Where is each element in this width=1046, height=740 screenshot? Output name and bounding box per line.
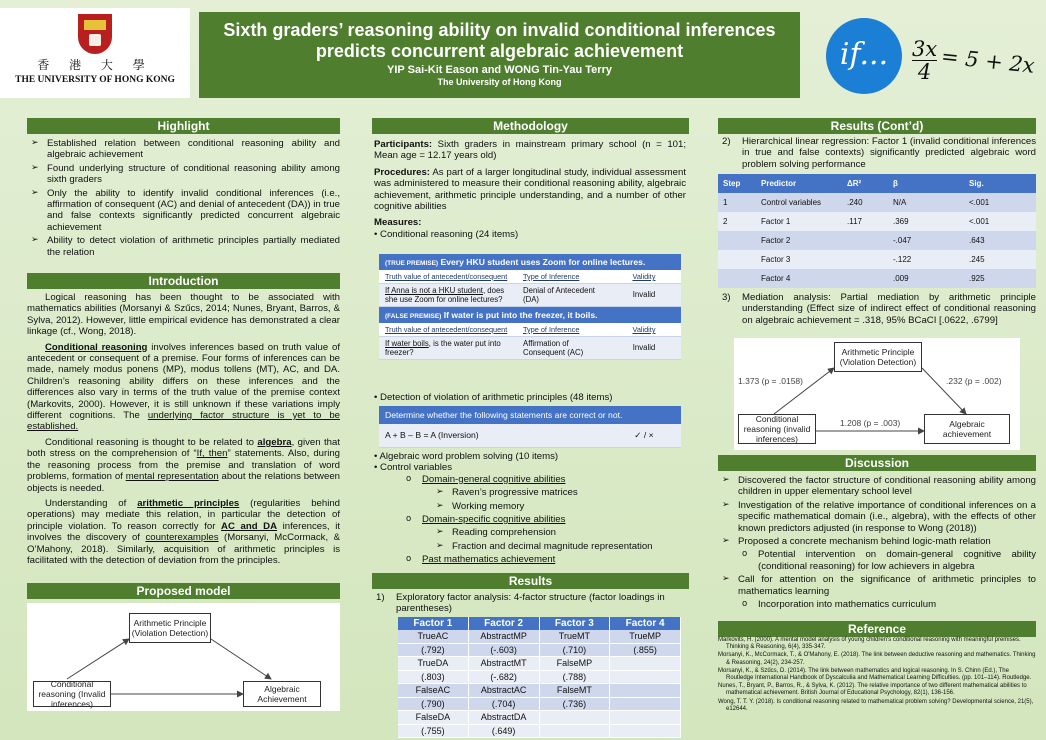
logo-chinese: 香 港 大 學 xyxy=(37,58,153,72)
methodology-body xyxy=(374,139,686,240)
conditional-reasoning-table xyxy=(379,254,681,360)
introduction-heading: Introduction xyxy=(27,273,340,289)
measure-list xyxy=(374,451,686,568)
premise-true: (TRUE PREMISE) Every HKU student uses Zoom for online lectures. xyxy=(379,254,681,270)
table-row: A + B – B = A (Inversion) ✓ / × xyxy=(379,424,681,448)
reference-item: Nunes, T., Bryant, P., Barros, R., & Sylva, K. (2012). The relative importance of two different mathematical abilities to mathematical achievement. British Journal of Educational Psychology, 82(1), 136-156. xyxy=(718,683,1027,697)
procedures: Procedures: As part of a larger longitudinal study, individual assessment was administered to measure their conditional reasoning ability, algebraic achievement, arithmetic principle understanding, and a number of other cognitive abilities xyxy=(374,166,686,213)
results-cont-heading: Results (Cont’d) xyxy=(718,118,1036,134)
premise-false: (FALSE PREMISE) If water is put into the freezer, it boils. xyxy=(379,307,681,323)
model-node-algebraic: Algebraic Achievement xyxy=(243,681,321,707)
table-row: Factor 3 -.122 .245 xyxy=(718,250,1036,269)
table-row: (.755) (.649) xyxy=(398,725,681,739)
table-row: If water boils, is the water put into freezer? Affirmation of Consequent (AC) Invalid xyxy=(379,337,681,360)
highlight-item: ➢ Only the ability to identify invalid conditional inferences (i.e., affirmation of consequent (AC) and denial of antecedent (DA)) in true and false contexts significantly predicted concurrent algebraic achievement xyxy=(27,188,340,234)
authors: YIP Sai-Kit Eason and WONG Tin-Yau Terry xyxy=(387,64,612,76)
regression-table xyxy=(718,174,1036,288)
title-banner xyxy=(199,12,800,98)
table-row: (.790) (.704) (.736) xyxy=(398,698,681,712)
logo-english: THE UNIVERSITY OF HONG KONG xyxy=(15,75,175,85)
intro-paragraph-4: Understanding of arithmetic principles (regularities behind operations) may mediate this relation, in particular the detection of principle violation. To reason correctly for AC and DA inferences, it involves the discovery of counterexamples (Morsanyi, McCormack, & O’Mahony, 2018). Similarly, acquisition of arithmetic principles is facilitated with the detection of deviation from the principles. xyxy=(27,497,341,566)
table-row: (.803) (-.682) (.788) xyxy=(398,671,681,685)
model-node-conditional: Conditional reasoning (Invalid inferences) xyxy=(33,681,111,707)
discussion-item: ➢ Proposed a concrete mechanism behind logic-math relation xyxy=(718,536,1036,547)
equation: $\frac{3x}{4}$ = 5 + 2x xyxy=(912,37,1037,84)
results-heading: Results xyxy=(372,573,689,589)
introduction-body xyxy=(27,292,340,570)
poster-title: Sixth graders’ reasoning ability on invalid conditional inferences predicts concurrent algebraic achievement xyxy=(223,20,776,61)
table-row: 2 Factor 1 .117 .369 <.001 xyxy=(718,212,1036,231)
ds-item: ➢ Reading comprehension xyxy=(432,527,686,538)
table-row: TrueDA AbstractMT FalseMP xyxy=(398,657,681,671)
discussion-item: ➢ Investigation of the relative importance of conditional inferences on a specific mathematical domain (i.e., algebra), with the effects of other known predictors adjusted (in response to Wong (2018)) xyxy=(718,500,1036,534)
discussion-subitem: o Potential intervention on domain-general cognitive ability (conditional reasoning) for low achievers in algebra xyxy=(738,549,1036,572)
path-a-label: 1.373 (p = .0158) xyxy=(738,376,803,386)
reference-item: Morsanyi, K., McCormack, T., & O'Mahony, E. (2018). The link between deductive reasoning and mathematics. Thinking & Reasoning, 24(2), 234-257. xyxy=(718,652,1036,666)
hku-crest-icon xyxy=(78,14,112,54)
results-item-1: 1) Exploratory factor analysis: 4-factor structure (factor loadings in parentheses) xyxy=(376,592,665,615)
intro-paragraph-2: Conditional reasoning involves inferences based on truth value of antecedent or consequent of a premise. Four forms of inferences can be made, namely modus ponens (MP), modus tollens (MT), AC, and DA. Children’s reasoning ability differs on these inferences and the differences also vary in terms of the truth value of the premise context (Markovits, 2000). However, it is still unknown if these variations imply different cognitions. The underlying factor structure is yet to be established. xyxy=(27,341,340,433)
intro-paragraph-3: Conditional reasoning is thought to be related to algebra, given that both stress on the comprehension of “If, then” statements. Also, during the reasoning process from the premise and translation of word problems, formation of mental representation about the relations between objects is needed. xyxy=(27,436,341,494)
reference-heading: Reference xyxy=(718,621,1036,637)
methodology-heading: Methodology xyxy=(372,118,689,134)
table-row: (.792) (-.603) (.710) (.855) xyxy=(398,644,681,658)
reference-item: Markovits, H. (2000). A mental model analysis of young children's conditional reasoning with meaningful premises. Thinking & Reasoning, 6(4), 335-347. xyxy=(718,637,1021,651)
results-item-3: 3) Mediation analysis: Partial mediation by arithmetic principle understanding (Effect size of indirect effect of conditional reasoning on algebraic achievement = .318, 95% BCaCI [.0622, .6799] xyxy=(722,292,1036,326)
discussion-heading: Discussion xyxy=(718,455,1036,471)
mediation-diagram xyxy=(734,338,1020,450)
measure-conditional: • Conditional reasoning (24 items) xyxy=(374,228,519,240)
table-row: TrueAC AbstractMP TrueMT TrueMP xyxy=(398,630,681,644)
reference-item: Wong, T. T. Y. (2018). Is conditional reasoning related to mathematical problem solving? Developmental science, 21(5), e12644. xyxy=(718,698,1034,712)
table-row: If Anna is not a HKU student, does she use Zoom for online lectures? Denial of Antecedent (DA) Invalid xyxy=(379,284,681,307)
path-b-label: .232 (p = .002) xyxy=(946,376,1002,386)
measure-control: • Control variables xyxy=(374,462,453,474)
highlight-item: ➢ Established relation between conditional reasoning ability and algebraic achievement xyxy=(27,138,340,161)
table-header-row: Truth value of antecedent/consequent Type of Inference Validity xyxy=(379,323,681,337)
discussion-list xyxy=(718,475,1036,612)
med-node-arithmetic: Arithmetic Principle (Violation Detection) xyxy=(834,342,922,372)
intro-paragraph-1: Logical reasoning has been thought to be associated with mathematics abilities (Morsanyi & Szűcs, 2014; Nunes, Bryant, Barros, & Sylva, 2012). However, little empirical evidence has demonstrated a clear linkage (cf., Wong, 2018). xyxy=(27,292,340,338)
med-node-conditional: Conditional reasoning (invalid inferences) xyxy=(738,414,816,444)
ds-item: ➢ Fraction and decimal magnitude representation xyxy=(432,541,686,552)
table-row: Factor 2 -.047 .643 xyxy=(718,231,1036,250)
domain-specific: o Domain-specific cognitive abilities xyxy=(402,514,686,525)
highlight-heading: Highlight xyxy=(27,118,340,134)
factor-header-row: Factor 1 Factor 2 Factor 3 Factor 4 xyxy=(398,617,681,630)
discussion-item: ➢ Call for attention on the significance of arithmetic principles to mathematics learning xyxy=(718,574,1036,597)
arithmetic-principle-table xyxy=(379,406,681,448)
measures-label: Measures: xyxy=(374,217,422,229)
proposed-model-diagram xyxy=(27,603,340,711)
reference-list xyxy=(718,637,1036,714)
domain-general: o Domain-general cognitive abilities xyxy=(402,474,686,485)
proposed-model-heading: Proposed model xyxy=(27,583,340,599)
dg-item: ➢ Working memory xyxy=(432,501,686,512)
table-row: FalseAC AbstractAC FalseMT xyxy=(398,684,681,698)
table-row: 1 Control variables .240 N/A <.001 xyxy=(718,193,1036,212)
regression-header-row: Step Predictor ΔR² β Sig. xyxy=(718,174,1036,193)
factor-table xyxy=(398,617,681,738)
table-row: FalseDA AbstractDA xyxy=(398,711,681,725)
discussion-subitem: o Incorporation into mathematics curriculum xyxy=(738,599,1036,610)
model-node-arithmetic: Arithmetic Principle (Violation Detection) xyxy=(129,613,211,643)
highlight-item: ➢ Found underlying structure of conditional reasoning ability among sixth graders xyxy=(27,163,340,186)
ap-table-head: Determine whether the following statements are correct or not. xyxy=(379,406,681,424)
dg-item: ➢ Raven’s progressive matrices xyxy=(432,487,686,498)
table-header-row: Truth value of antecedent/consequent Type of Inference Validity xyxy=(379,270,681,284)
table-row: Factor 4 .009 .925 xyxy=(718,269,1036,288)
past-achievement: o Past mathematics achievement xyxy=(402,554,686,565)
discussion-item: ➢ Discovered the factor structure of conditional reasoning ability among children in upper elementary school level xyxy=(718,475,1036,498)
med-node-algebraic: Algebraic achievement xyxy=(924,414,1010,444)
reference-item: Morsanyi, K., & Szűcs, D. (2014). The link between mathematics and logical reasoning. In S. Chinn (Ed.), The Routledge International Handbook of Dyscalculia and Mathematical Learning Difficulties. (pp. 101–114). Routledge. xyxy=(718,667,1032,682)
path-c-label: 1.208 (p = .003) xyxy=(840,418,901,428)
if-logo-icon: if... xyxy=(826,18,902,94)
institution: The University of Hong Kong xyxy=(437,77,562,87)
measure-algebra: • Algebraic word problem solving (10 items) xyxy=(374,451,559,462)
highlight-item: ➢ Ability to detect violation of arithmetic principles partially mediated the relation xyxy=(27,235,340,258)
highlight-list xyxy=(27,138,340,260)
results-item-2: 2) Hierarchical linear regression: Factor 1 (invalid conditional inferences in true and false contexts) significantly predicted algebraic word problem solving performance xyxy=(722,136,1036,170)
hku-logo xyxy=(0,8,190,98)
measure-arithmetic: • Detection of violation of arithmetic principles (48 items) xyxy=(374,392,613,403)
participants: Participants: Sixth graders in mainstream primary school (n = 101; Mean age = 12.17 years old) xyxy=(374,139,686,162)
